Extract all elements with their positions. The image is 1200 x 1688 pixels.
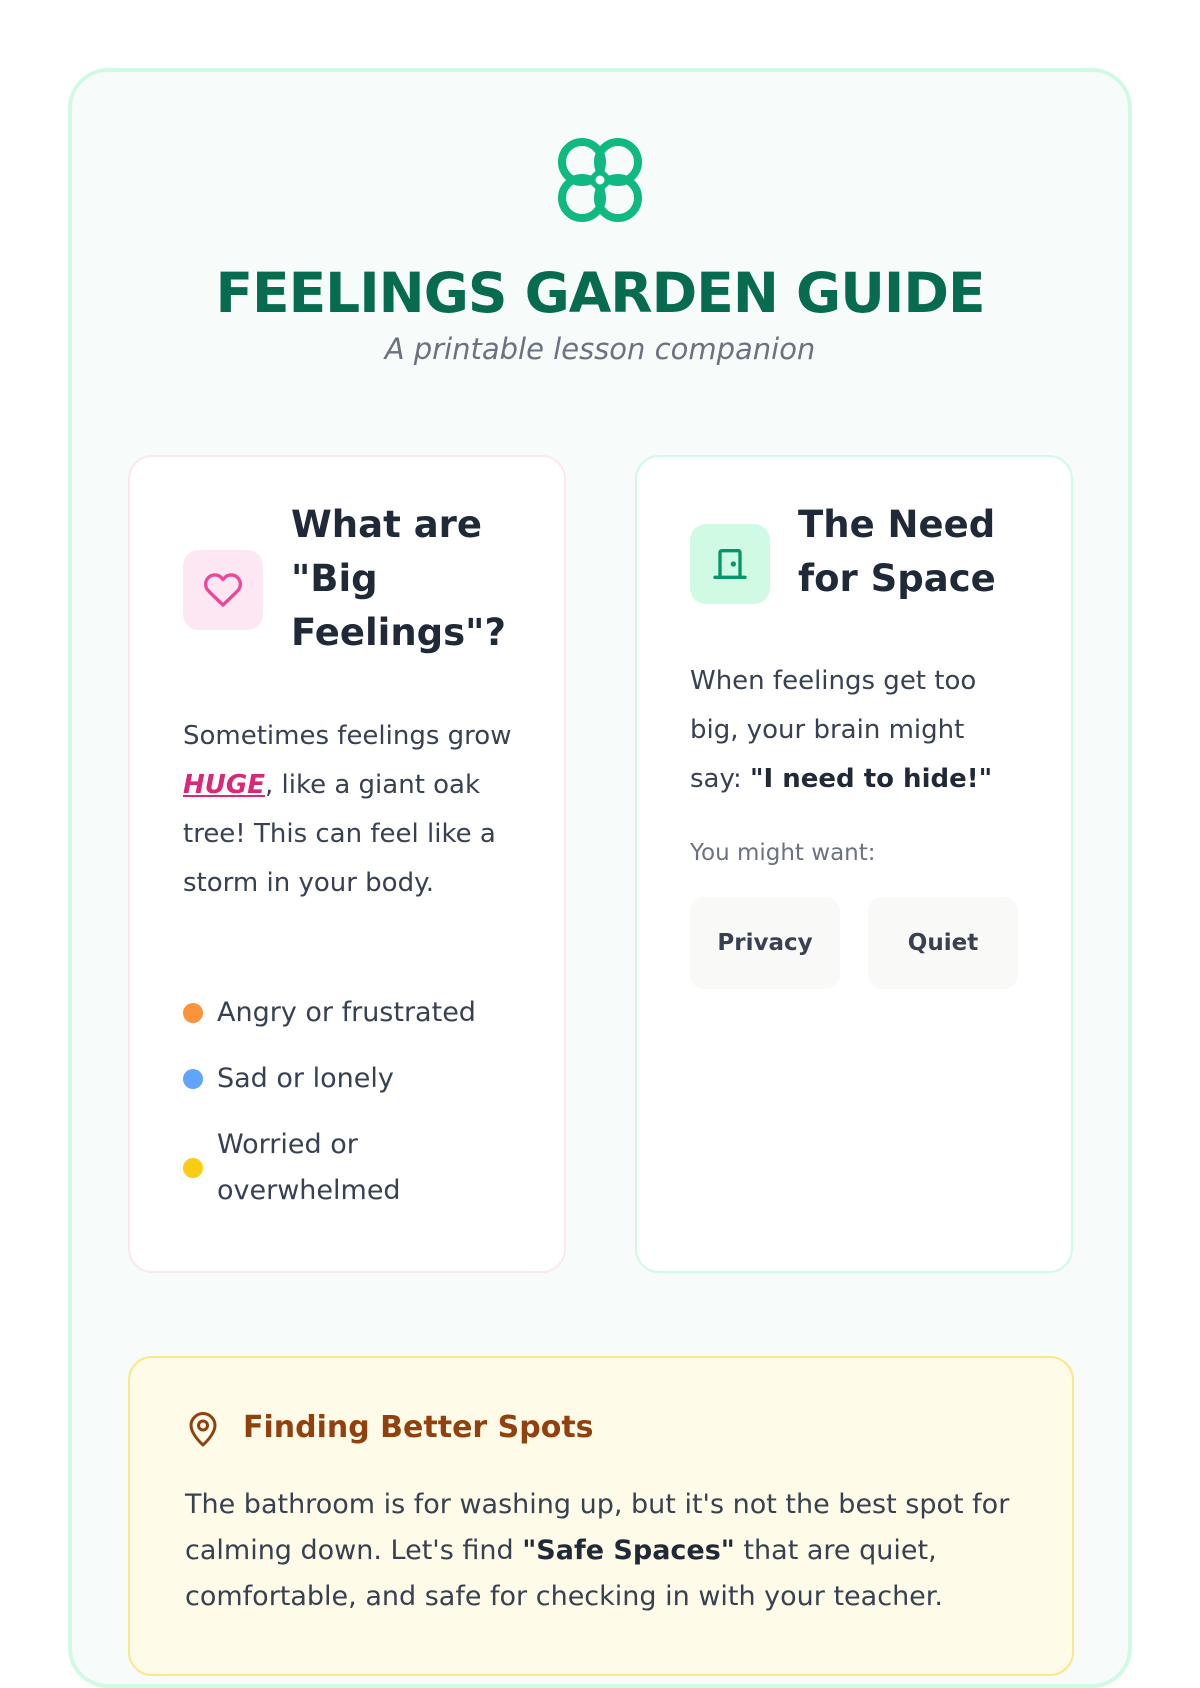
spots-text-start: The bathroom is for washing up, but it's not the best spot for calming down. Let's find — [185, 1489, 1010, 1566]
need-for-space-card — [635, 455, 1073, 1273]
page-title: FEELINGS GARDEN GUIDE — [215, 261, 985, 325]
door-icon-box — [690, 524, 770, 604]
map-pin-icon — [185, 1410, 221, 1450]
feelings-list — [183, 990, 523, 1234]
need-for-space-text — [690, 657, 1020, 804]
privacy-chip[interactable]: Privacy — [690, 897, 840, 989]
page-subtitle: A printable lesson companion — [384, 332, 816, 366]
finding-better-spots-title: Finding Better Spots — [243, 1410, 594, 1445]
heart-icon-box — [183, 550, 263, 630]
finding-better-spots-text — [185, 1482, 1025, 1620]
finding-better-spots-card — [128, 1356, 1074, 1676]
big-feelings-text-end: , like a giant oak tree! This can feel like a storm in your body. — [183, 770, 496, 898]
need-for-space-text-start: When feelings get too big, your brain might say: — [690, 666, 977, 794]
feeling-label: Sad or lonely — [217, 1063, 394, 1094]
quiet-chip[interactable]: Quiet — [868, 897, 1018, 989]
hide-quote: "I need to hide!" — [750, 764, 993, 794]
feeling-item-sad — [183, 1056, 523, 1102]
big-feelings-text-start: Sometimes feelings grow — [183, 721, 512, 751]
need-for-space-title: The Need for Space — [798, 503, 996, 600]
huge-highlight: HUGE — [183, 770, 265, 800]
big-feelings-card — [128, 455, 566, 1273]
blue-dot — [183, 1069, 203, 1089]
yellow-dot — [183, 1158, 203, 1178]
big-feelings-text — [183, 712, 523, 908]
feeling-item-worried — [183, 1122, 523, 1214]
big-feelings-title: What are "Big Feelings"? — [291, 503, 506, 654]
feeling-label: Worried or overwhelmed — [217, 1129, 401, 1206]
feeling-item-angry — [183, 990, 523, 1036]
door-icon — [710, 544, 750, 584]
orange-dot — [183, 1003, 203, 1023]
safe-spaces-emphasis: "Safe Spaces" — [522, 1535, 735, 1566]
heart-icon — [203, 570, 243, 610]
you-might-want-label: You might want: — [690, 840, 876, 866]
flower-clover-icon — [554, 134, 646, 226]
feeling-label: Angry or frustrated — [217, 997, 476, 1028]
spots-text-end: that are quiet, comfortable, and safe for checking in with your teacher. — [185, 1535, 943, 1612]
